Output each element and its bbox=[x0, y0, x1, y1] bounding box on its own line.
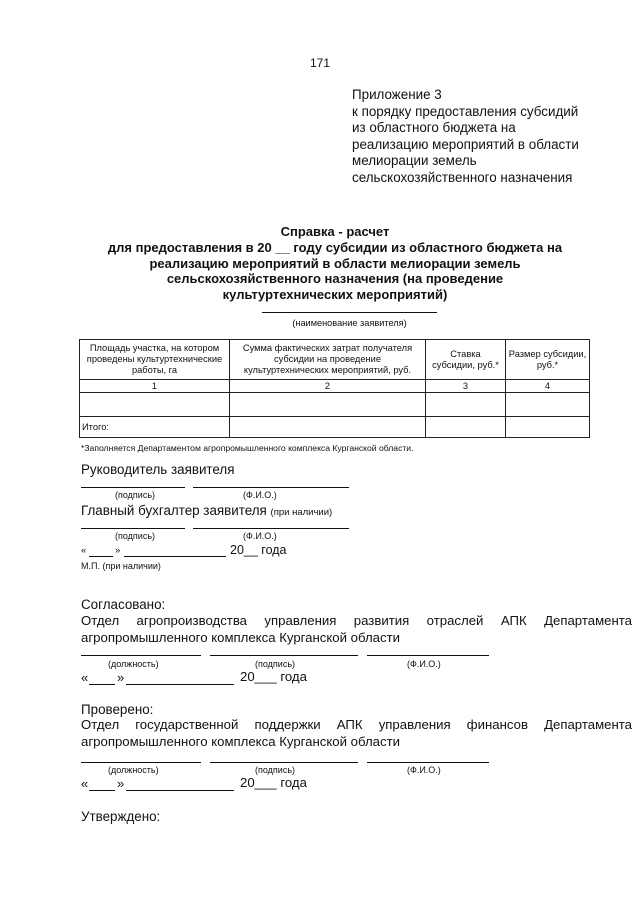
table-cell[interactable] bbox=[506, 417, 590, 438]
appendix-line: сельскохозяйственного назначения bbox=[352, 169, 573, 185]
accountant-date-open: « bbox=[81, 545, 87, 556]
agreed-day-line[interactable] bbox=[89, 684, 115, 685]
checked-line: Отдел государственной поддержки АПК управления финансов Департамента bbox=[81, 717, 632, 732]
header-area: Площадь участка, на котором проведены культуртехнические работы, га bbox=[80, 340, 230, 380]
footnote: *Заполняется Департаментом агропромышленного комплекса Курганской области. bbox=[81, 443, 414, 453]
table-cell[interactable] bbox=[230, 393, 426, 417]
head-name-caption: (Ф.И.О.) bbox=[243, 490, 277, 500]
table-cell[interactable] bbox=[426, 417, 506, 438]
head-title: Руководитель заявителя bbox=[81, 462, 235, 477]
table-cell[interactable] bbox=[80, 393, 230, 417]
column-number: 3 bbox=[426, 380, 506, 393]
appendix-line: из областного бюджета на bbox=[352, 120, 516, 136]
title-line: культуртехнических мероприятий) bbox=[222, 287, 448, 303]
accountant-signature-line[interactable] bbox=[81, 528, 185, 529]
title-line: для предоставления в 20 __ году субсидии из областного бюджета на bbox=[107, 239, 563, 255]
checked-name-line[interactable] bbox=[367, 762, 489, 763]
appendix-line: мелиорации земель bbox=[352, 153, 477, 169]
checked-title: Проверено: bbox=[81, 702, 154, 717]
table-cell[interactable] bbox=[426, 393, 506, 417]
column-number: 1 bbox=[80, 380, 230, 393]
agreed-name-caption: (Ф.И.О.) bbox=[407, 659, 441, 669]
accountant-signature-caption: (подпись) bbox=[115, 531, 156, 541]
checked-department bbox=[81, 716, 632, 750]
agreed-title: Согласовано: bbox=[81, 597, 166, 612]
checked-month-line[interactable] bbox=[126, 790, 234, 791]
accountant-year: 20__ года bbox=[230, 543, 287, 557]
checked-signature-caption: (подпись) bbox=[255, 765, 296, 775]
document-title bbox=[70, 224, 600, 303]
title-line: Справка - расчет bbox=[280, 224, 390, 239]
head-signature-caption: (подпись) bbox=[115, 490, 156, 500]
head-signature-line[interactable] bbox=[81, 487, 185, 488]
table-total-row bbox=[80, 417, 590, 438]
accountant-day-line[interactable] bbox=[89, 556, 113, 557]
calculation-table bbox=[79, 339, 590, 438]
header-subsidy: Размер субсидии, руб.* bbox=[506, 340, 590, 380]
table-row bbox=[80, 393, 590, 417]
checked-signature-line[interactable] bbox=[210, 762, 358, 763]
title-line: сельскохозяйственного назначения (на проведение bbox=[166, 271, 504, 287]
header-rate: Ставка субсидии, руб.* bbox=[426, 340, 506, 380]
checked-position-caption: (должность) bbox=[108, 765, 159, 775]
checked-date-open: « bbox=[81, 776, 89, 791]
agreed-position-line[interactable] bbox=[81, 655, 201, 656]
appendix-block bbox=[352, 87, 622, 187]
table-cell[interactable] bbox=[230, 417, 426, 438]
approved-title: Утверждено: bbox=[81, 809, 161, 824]
accountant-title-text: Главный бухгалтер заявителя bbox=[81, 503, 267, 518]
checked-name-caption: (Ф.И.О.) bbox=[407, 765, 441, 775]
applicant-name-line[interactable] bbox=[262, 312, 437, 313]
checked-year: 20___ года bbox=[240, 775, 307, 790]
checked-date-close: » bbox=[117, 776, 125, 791]
title-line: реализацию мероприятий в области мелиорации земель bbox=[149, 255, 521, 271]
agreed-line: Отдел агропроизводства управления развития отраслей АПК Департамента bbox=[81, 613, 632, 628]
agreed-signature-caption: (подпись) bbox=[255, 659, 296, 669]
column-number: 4 bbox=[506, 380, 590, 393]
page-number: 171 bbox=[309, 56, 331, 70]
checked-line: агропромышленного комплекса Курганской области bbox=[81, 734, 400, 749]
stamp-note: М.П. (при наличии) bbox=[81, 561, 161, 571]
table-header-row bbox=[80, 340, 590, 380]
agreed-department bbox=[81, 612, 632, 646]
applicant-caption: (наименование заявителя) bbox=[292, 318, 407, 328]
table-cell[interactable] bbox=[506, 393, 590, 417]
agreed-signature-line[interactable] bbox=[210, 655, 358, 656]
accountant-title bbox=[81, 503, 332, 518]
checked-position-line[interactable] bbox=[81, 762, 201, 763]
accountant-month-line[interactable] bbox=[124, 556, 226, 557]
column-number: 2 bbox=[230, 380, 426, 393]
agreed-year: 20___ года bbox=[240, 669, 307, 684]
appendix-line: Приложение 3 bbox=[352, 87, 442, 102]
agreed-line: агропромышленного комплекса Курганской области bbox=[81, 630, 400, 645]
accountant-date-close: » bbox=[115, 545, 121, 556]
agreed-date-open: « bbox=[81, 670, 89, 685]
header-costs: Сумма фактических затрат получателя субсидии на проведение культуртехнических мероприятий, руб. bbox=[230, 340, 426, 380]
accountant-suffix: (при наличии) bbox=[270, 507, 333, 518]
checked-day-line[interactable] bbox=[89, 790, 115, 791]
total-label: Итого: bbox=[80, 417, 230, 438]
agreed-name-line[interactable] bbox=[367, 655, 489, 656]
agreed-position-caption: (должность) bbox=[108, 659, 159, 669]
appendix-line: к порядку предоставления субсидий bbox=[352, 103, 579, 119]
appendix-line: реализацию мероприятий в области bbox=[352, 136, 579, 152]
agreed-month-line[interactable] bbox=[126, 684, 234, 685]
head-name-line[interactable] bbox=[193, 487, 349, 488]
accountant-name-caption: (Ф.И.О.) bbox=[243, 531, 277, 541]
agreed-date-close: » bbox=[117, 670, 125, 685]
accountant-name-line[interactable] bbox=[193, 528, 349, 529]
table-number-row bbox=[80, 380, 590, 393]
